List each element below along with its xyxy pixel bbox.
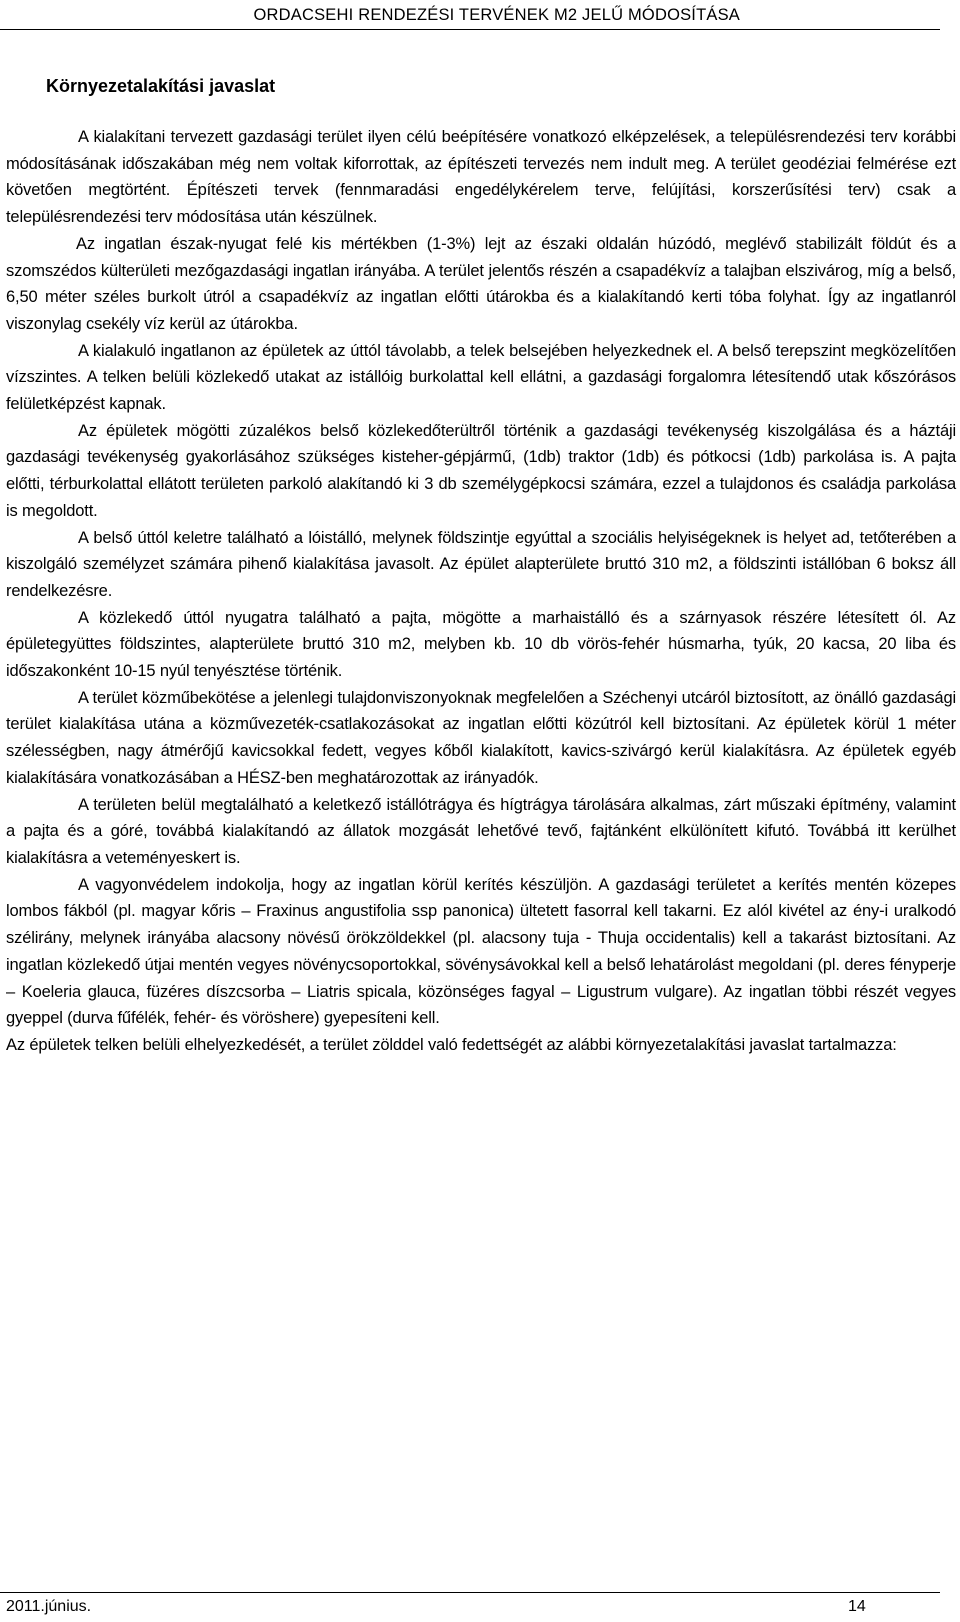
body-text	[6, 124, 956, 1059]
section-title: Környezetalakítási javaslat	[46, 76, 276, 96]
page-number: 14	[848, 1598, 866, 1615]
paragraph: A területen belül megtalálható a keletkező istállótrágya és hígtrágya tárolására alkalmas, zárt műszaki építmény, valamint a pajta és a góré, továbbá kialakítandó az állatok mozgását lehetővé tevő, fajtánként elkülönített kifutó. Továbbá itt kerülhet kialakításra a veteményeskert is.	[6, 795, 956, 867]
header-title: ORDACSEHI RENDEZÉSI TERVÉNEK M2 JELŰ MÓDOSÍTÁSA	[253, 6, 740, 24]
paragraph: A vagyonvédelem indokolja, hogy az ingatlan körül kerítés készüljön. A gazdasági területet a kerítés mentén közepes lombos fákból (pl. magyar kőris – Fraxinus angustifolia ssp panonica) ültetett fasorral kell takarni. Ez alól kivétel az ény-i uralkodó szélirány, melynek irányába alacsony növésű örökzöldekkel (pl. alacsony tuja - Thuja occidentalis) kell a takarást biztosítani. Az ingatlan közlekedő útjai mentén vegyes növénycsoportokkal, sövénysávokkal kell a belső lehatárolást megoldani (pl. deres fényperje – Koeleria glauca, füzéres díszcsorba – Liatris spicala, közönséges fagyal – Ligustrum vulgare). Az ingatlan többi részét vegyes gyeppel (durva fűfélék, fehér- és vöröshere) gyepesíteni kell.	[6, 875, 956, 1028]
paragraph: Az ingatlan észak-nyugat felé kis mértékben (1-3%) lejt az északi oldalán húzódó, meglévő stabilizált földút és a szomszédos külterületi mezőgazdasági ingatlan irányába. A terület jelentős részén a csapadékvíz a talajban elszivárog, míg a belső, 6,50 méter széles burkolt útról a csapadékvíz az ingatlan előtti útárokba és a kialakítandó kerti tóba folyhat. Így az ingatlanról viszonylag csekély víz kerül az útárokba.	[6, 234, 956, 333]
paragraph: A közlekedő úttól nyugatra található a pajta, mögötte a marhaistálló és a szárnyasok részére létesített ól. Az épületegyüttes földszintes, alapterülete bruttó 310 m2, melyben kb. 10 db vörös-fehér húsmarha, tyúk, 20 kacsa, 20 liba és időszakonként 10-15 nyúl tenyésztése történik.	[6, 608, 956, 681]
paragraph: A kialakuló ingatlanon az épületek az úttól távolabb, a telek belsejében helyezkednek el. A belső terepszint megközelítően vízszintes. A telken belüli közlekedő utakat az istállóig burkolattal kell ellátni, a gazdasági forgalomra létesítendő utak kőszórásos felületképzést kapnak.	[6, 341, 956, 414]
paragraph: A kialakítani tervezett gazdasági terület ilyen célú beépítésére vonatkozó elképzelések, a településrendezési terv korábbi módosításának időszakában még nem voltak kiforrottak, az építészeti tervezés nem indult meg. A terület geodéziai felmérése ezt követően megtörtént. Építészeti tervek (fennmaradási engedélykérelem terve, felújítási, korszerűsítési terv) csak a településrendezési terv módosítása után készülnek.	[6, 128, 956, 227]
footer-date: 2011.június.	[6, 1598, 92, 1615]
paragraph: Az épületek mögötti zúzalékos belső közlekedőterültről történik a gazdasági tevékenység kiszolgálása és a háztáji gazdasági tevékenység gyakorlásához szükséges kisteher-gépjármű, (1db) traktor (1db) és pótkocsi (1db) parkolása is. A pajta előtti, térburkolattal ellátott területen parkoló alakítandó ki 3 db személygépkocsi számára, ezzel a tulajdonos és családja parkolása is megoldott.	[6, 421, 956, 520]
paragraph: A belső úttól keletre található a lóistálló, melynek földszintje egyúttal a szociális helyiségeknek is helyet ad, tetőterében a kiszolgáló személyzet számára pihenő kialakítása javasolt. Az épület alapterülete bruttó 310 m2, a földszinti istállóban 6 boksz áll rendelkezésre.	[6, 528, 956, 600]
paragraph: Az épületek telken belüli elhelyezkedését, a terület zölddel való fedettségét az alábbi környezetalakítási javaslat tartalmazza:	[6, 1035, 897, 1054]
page-footer	[0, 1592, 940, 1615]
page-header	[0, 6, 940, 30]
paragraph: A terület közműbekötése a jelenlegi tulajdonviszonyoknak megfelelően a Széchenyi utcáról biztosított, az önálló gazdasági terület kialakítása utána a közművezeték-csatlakozásokat az ingatlan előtti közútról kell biztosítani. Az épületek körül 1 méter szélességben, nagy átmérőjű kavicsokkal fedett, vegyes kőből kialakított, kavics-szivárgó kerül kialakításra. Az épületek egyéb kialakítására vonatkozásában a HÉSZ-ben meghatározottak az irányadók.	[6, 688, 956, 787]
